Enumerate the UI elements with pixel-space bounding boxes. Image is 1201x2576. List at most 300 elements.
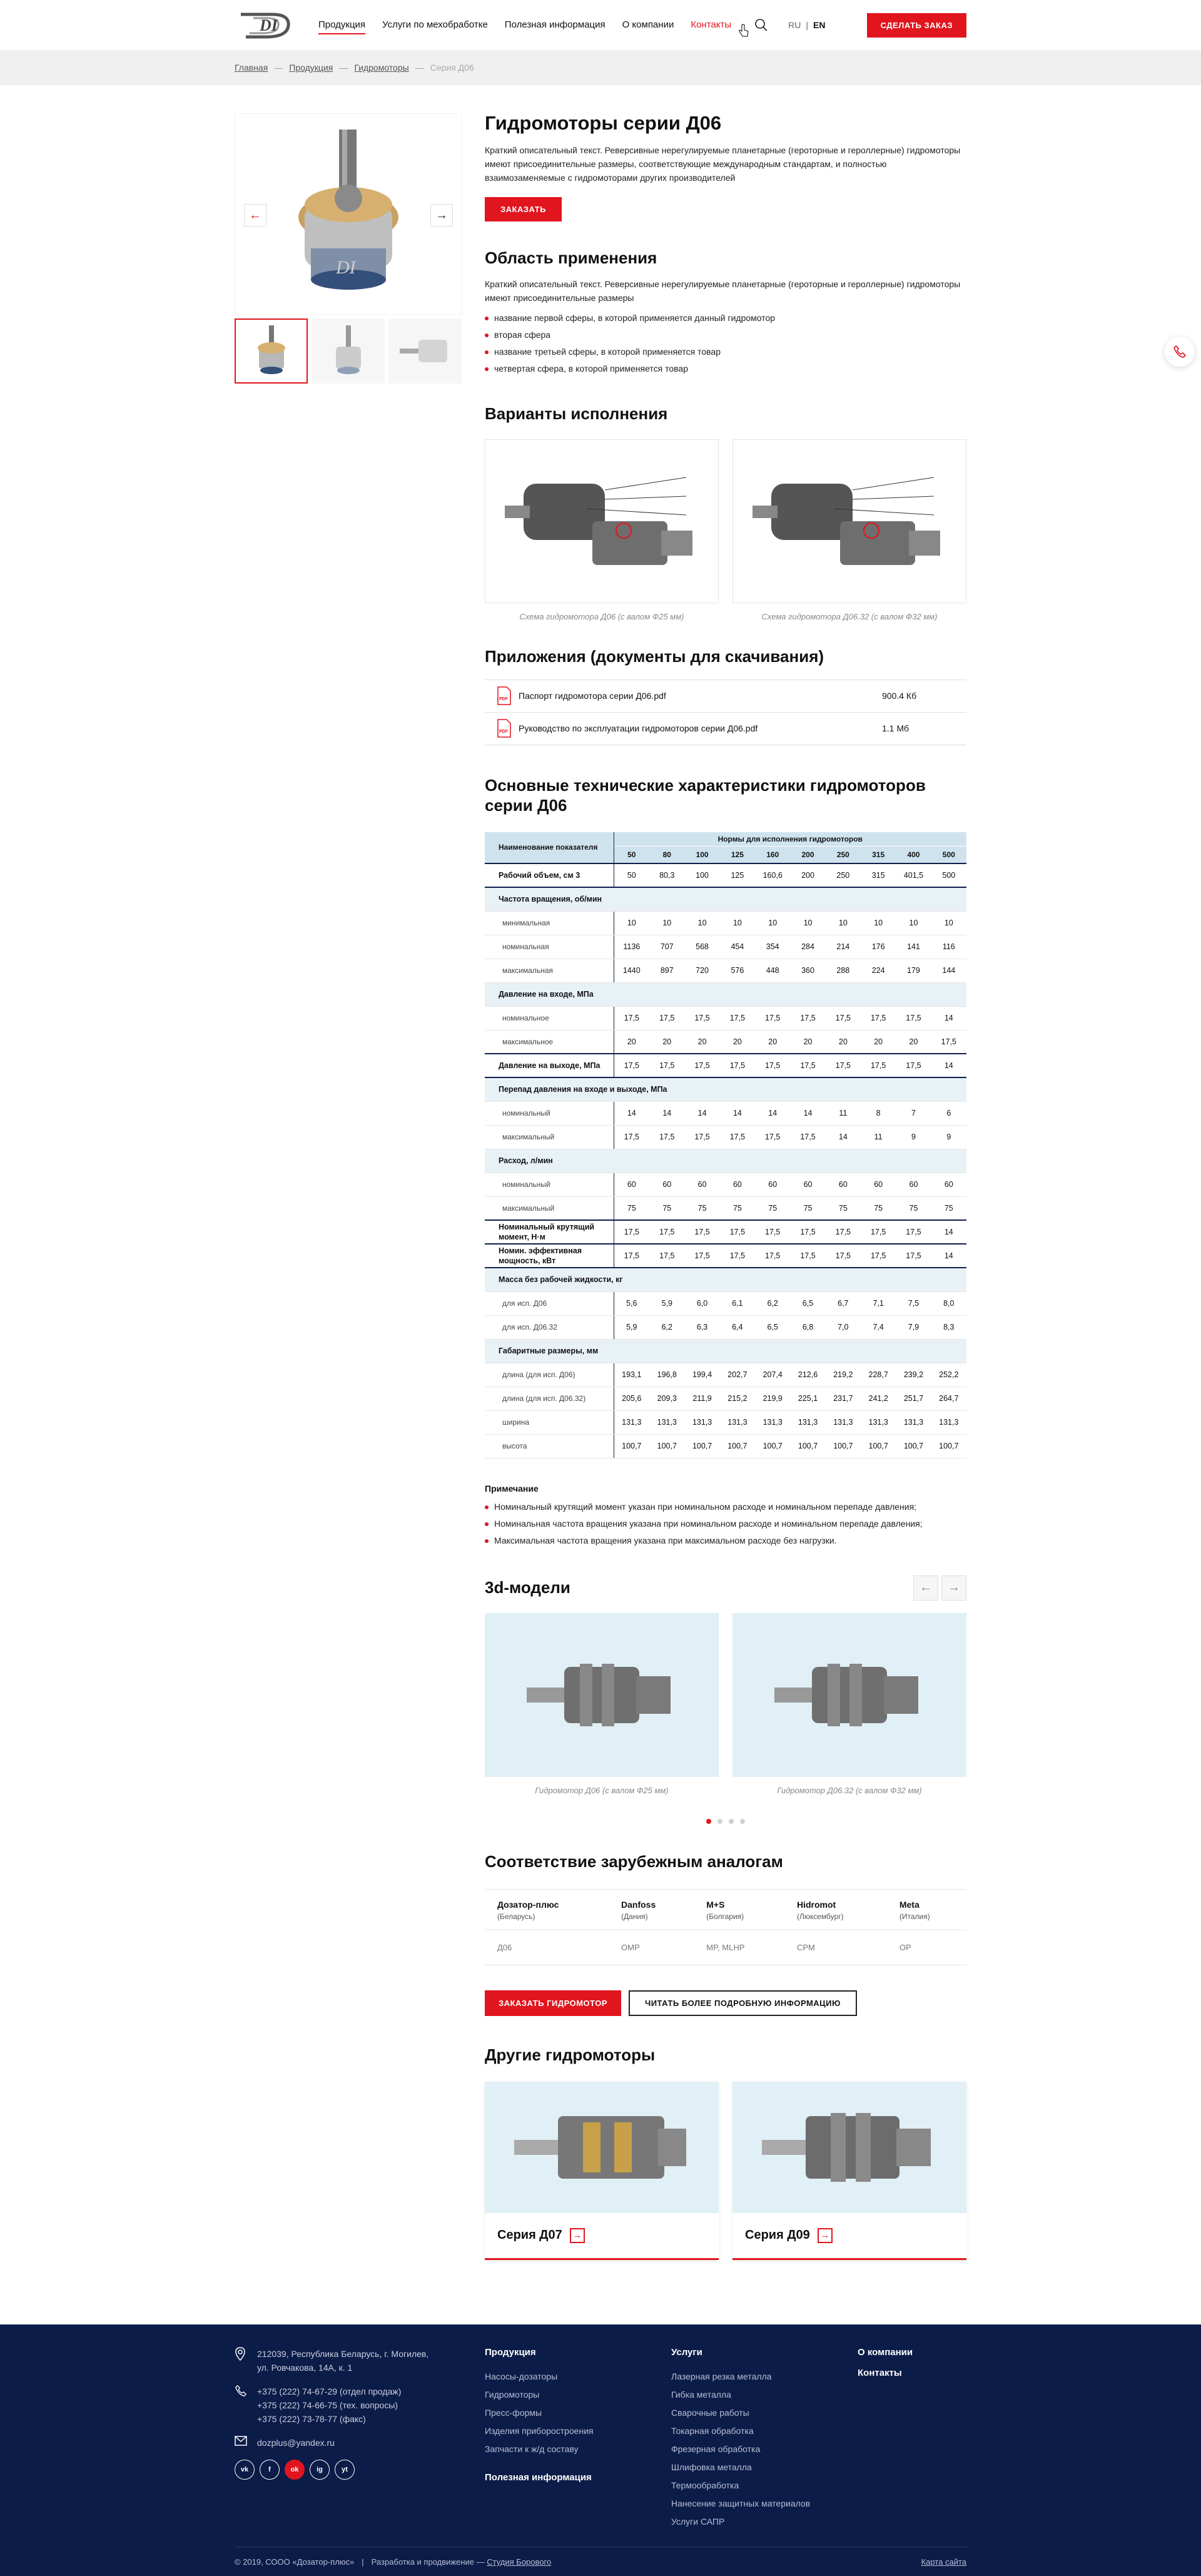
specs-cell: 17,5 [649,1125,684,1149]
table-row [485,1006,966,1030]
specs-cell: 207,4 [755,1363,790,1387]
other-motor-card[interactable] [732,2082,966,2260]
footer-products-col [485,2347,671,2531]
specs-cell: 75 [826,1196,861,1220]
lang-separator: | [806,20,808,30]
table-row [485,1196,966,1220]
specs-cell: 17,5 [790,1054,825,1077]
specs-head-label: Наименование показателя [485,832,614,864]
specs-cell: 10 [720,911,755,935]
specs-group-label: Габаритные размеры, мм [485,1339,966,1363]
specs-cell: 241,2 [861,1387,896,1410]
specs-cell: 1440 [614,959,649,982]
analog-header: Meta (Италия) [887,1890,966,1930]
specs-cell: 200 [790,863,825,887]
specs-cell: 6 [931,1101,966,1125]
specs-row-label: высота [485,1434,614,1458]
callback-phone-icon[interactable] [1165,337,1195,367]
specs-cell: 17,5 [861,1054,896,1077]
specs-cell: 17,5 [684,1054,719,1077]
documents-title: Приложения (документы для скачивания) [485,647,824,666]
specs-group-label: Масса без рабочей жидкости, кг [485,1268,966,1291]
variant-caption: Схема гидромотора Д06 (с валом Ф25 мм) [519,612,684,622]
variant-scheme-image [485,439,719,603]
specs-cell: 10 [826,911,861,935]
specs-cell: 7,0 [826,1315,861,1339]
specs-cell: 17,5 [790,1244,825,1268]
analog-cell: Д06 [485,1930,609,1965]
footer-link[interactable]: Фрезерная обработка [671,2444,761,2454]
slider-dot[interactable] [706,1819,711,1824]
specs-cell: 17,5 [790,1220,825,1244]
specs-cell: 17,5 [896,1006,931,1030]
youtube-icon[interactable]: yt [335,2460,355,2480]
specs-cell: 5,6 [614,1291,649,1315]
table-row [485,1339,966,1363]
specs-cell: 14 [826,1125,861,1149]
specs-cell: 17,5 [649,1220,684,1244]
specs-cell: 116 [931,935,966,959]
social-links [235,2460,485,2480]
variants-list [485,439,966,621]
specs-row-label: ширина [485,1410,614,1434]
table-row [485,911,966,935]
specs-cell: 60 [931,1173,966,1196]
specs-cell: 141 [896,935,931,959]
specs-cell: 14 [790,1101,825,1125]
specs-cell: 6,7 [826,1291,861,1315]
specs-cell: 50 [614,863,649,887]
footer-phones [235,2385,485,2426]
table-row [485,1077,966,1101]
specs-row-label: максимальный [485,1196,614,1220]
specs-cell: 6,8 [790,1315,825,1339]
specs-column-header: 125 [720,846,755,863]
analog-cell: OMP [609,1930,694,1965]
svg-text:PDF: PDF [499,730,508,735]
specs-cell: 212,6 [790,1363,825,1387]
specs-cell: 7,5 [896,1291,931,1315]
lang-ru[interactable]: RU [788,20,801,30]
header [0,0,1201,50]
specs-cell: 125 [720,863,755,887]
specs-group-label: Расход, л/мин [485,1149,966,1173]
specs-cell: 60 [649,1173,684,1196]
specs-column-header: 500 [931,846,966,863]
specs-cell: 75 [931,1196,966,1220]
document-name: Руководство по эксплуатации гидромоторов серии Д06.pdf [519,723,758,734]
footer-link[interactable]: Токарная обработка [671,2426,754,2436]
note-item: Номинальная частота вращения указана при номинальном расходе и номинальном перепаде давления; [485,1515,966,1532]
specs-cell: 10 [684,911,719,935]
specs-cell: 17,5 [861,1220,896,1244]
make-order-button[interactable]: СДЕЛАТЬ ЗАКАЗ [867,13,966,38]
specs-cell: 100,7 [614,1434,649,1458]
specs-cell: 75 [720,1196,755,1220]
document-name: Паспорт гидромотора серии Д06.pdf [519,691,666,701]
specs-cell: 196,8 [649,1363,684,1387]
specs-cell: 315 [861,863,896,887]
specs-cell: 14 [684,1101,719,1125]
specs-cell: 17,5 [614,1006,649,1030]
specs-cell: 20 [755,1030,790,1054]
document-row[interactable] [485,713,966,745]
specs-cell: 7,9 [896,1315,931,1339]
nav-contacts[interactable]: Контакты [691,19,732,30]
specs-cell: 20 [826,1030,861,1054]
specs-cell: 6,3 [684,1315,719,1339]
analog-cell: OP [887,1930,966,1965]
footer-link[interactable]: Гидромоторы [485,2390,540,2400]
footer-link[interactable]: Услуги САПР [671,2517,725,2527]
specs-cell: 897 [649,959,684,982]
specs-cell: 9 [931,1125,966,1149]
analogs-table [485,1889,966,1965]
specs-cell: 250 [826,863,861,887]
specs-row-label: номинальный [485,1101,614,1125]
model-image [732,1613,966,1777]
specs-cell: 14 [931,1054,966,1077]
specs-cell: 17,5 [684,1220,719,1244]
specs-cell: 100,7 [755,1434,790,1458]
variant-card[interactable] [485,439,719,621]
instagram-icon[interactable]: ig [310,2460,330,2480]
sitemap-link[interactable]: Карта сайта [921,2557,966,2567]
other-motor-image [732,2082,966,2213]
svg-text:DI: DI [336,257,356,278]
footer-phone[interactable]: +375 (222) 74-66-75 (тех. вопросы) [257,2400,398,2410]
specs-cell: 17,5 [826,1244,861,1268]
specs-cell: 100,7 [861,1434,896,1458]
analog-cell: CPM [784,1930,887,1965]
specs-cell: 14 [720,1101,755,1125]
specs-cell: 707 [649,935,684,959]
gallery-thumb[interactable] [235,318,308,384]
specs-row-label: для исп. Д06 [485,1291,614,1315]
analog-header: M+S (Болгария) [694,1890,784,1930]
specs-cell: 17,5 [720,1125,755,1149]
table-row [485,1054,966,1077]
specs-cell: 100,7 [826,1434,861,1458]
footer-email-link[interactable]: dozplus@yandex.ru [257,2438,335,2448]
specs-column-header: 100 [684,846,719,863]
specs-cell: 211,9 [684,1387,719,1410]
specs-cell: 8 [861,1101,896,1125]
table-row [485,1315,966,1339]
specs-cell: 214 [826,935,861,959]
specs-row-label: Номинальный крутящий момент, Н·м [485,1220,614,1244]
footer-link[interactable]: Лазерная резка металла [671,2371,772,2381]
specs-cell: 5,9 [614,1315,649,1339]
specs-cell: 20 [720,1030,755,1054]
breadcrumb-motors[interactable]: Гидромоторы [354,63,409,73]
specs-cell: 17,5 [649,1006,684,1030]
gallery-main-image [235,113,462,315]
specs-cell: 11 [861,1125,896,1149]
specs-row-label: Рабочий объем, см 3 [485,863,614,887]
order-motor-button[interactable]: ЗАКАЗАТЬ ГИДРОМОТОР [485,1990,621,2016]
specs-cell: 6,5 [790,1291,825,1315]
phone-icon [235,2385,250,2426]
specs-cell: 20 [614,1030,649,1054]
specs-cell: 176 [861,935,896,959]
lang-en[interactable]: EN [813,20,826,30]
specs-cell: 131,3 [720,1410,755,1434]
specs-row-label: максимальная [485,959,614,982]
developer-link[interactable]: Студия Борового [487,2557,552,2567]
specs-cell: 80,3 [649,863,684,887]
specs-cell: 75 [790,1196,825,1220]
hydromotor-photo [280,123,417,305]
specs-cell: 60 [790,1173,825,1196]
specs-cell: 6,2 [755,1291,790,1315]
specs-row-label: длина (для исп. Д06.32) [485,1387,614,1410]
footer-link[interactable]: Термообработка [671,2480,739,2490]
specs-cell: 500 [931,863,966,887]
specs-cell: 231,7 [826,1387,861,1410]
specs-cell: 264,7 [931,1387,966,1410]
footer-phone[interactable]: +375 (222) 74-67-29 (отдел продаж) [257,2386,402,2396]
breadcrumb-current: Серия Д06 [430,63,474,73]
footer-link[interactable]: Сварочные работы [671,2408,749,2418]
other-motors [485,2082,966,2260]
pdf-icon [496,686,512,705]
slider-dot[interactable] [729,1819,734,1824]
breadcrumb-products[interactable]: Продукция [289,63,333,73]
analog-cell: MP, MLHP [694,1930,784,1965]
specs-cell: 17,5 [755,1125,790,1149]
specs-cell: 6,5 [755,1315,790,1339]
specs-column-header: 80 [649,846,684,863]
specs-cell: 100,7 [896,1434,931,1458]
footer-phone[interactable]: +375 (222) 73-78-77 (факс) [257,2414,366,2424]
specs-cell: 9 [896,1125,931,1149]
documents-list [485,680,966,745]
table-row [485,1125,966,1149]
specs-cell: 17,5 [720,1006,755,1030]
application-list [485,310,966,377]
specs-cell: 448 [755,959,790,982]
specs-row-label: максимальное [485,1030,614,1054]
slider-dot[interactable] [740,1819,745,1824]
specs-cell: 14 [931,1244,966,1268]
specs-cell: 17,5 [826,1220,861,1244]
specs-cell: 131,3 [684,1410,719,1434]
document-size: 900.4 Кб [882,691,917,701]
model-card[interactable] [732,1613,966,1795]
other-motor-title: Серия Д07 [497,2228,562,2243]
nav-products[interactable]: Продукция [318,16,365,34]
specs-cell: 17,5 [896,1054,931,1077]
specs-cell: 60 [755,1173,790,1196]
specs-cell: 60 [896,1173,931,1196]
specs-cell: 20 [861,1030,896,1054]
footer-address: 212039, Республика Беларусь, г. Могилев, ул. Ровчакова, 14А, к. 1 [235,2347,485,2375]
table-row [485,1149,966,1173]
list-item: название третьей сферы, в которой применяется товар [485,344,966,360]
developer-text: Разработка и продвижение — [371,2557,485,2567]
specs-column-header: 400 [896,846,931,863]
specs-cell: 7 [896,1101,931,1125]
footer-link[interactable]: Гибка металла [671,2390,731,2400]
pdf-icon [496,719,512,738]
footer-link[interactable]: Насосы-дозаторы [485,2371,558,2381]
footer-company-col [858,2347,964,2531]
specs-cell: 75 [614,1196,649,1220]
specs-cell: 131,3 [826,1410,861,1434]
table-row [485,1434,966,1458]
odnoklassniki-icon[interactable]: ok [285,2460,305,2480]
product-lead: Краткий описательный текст. Реверсивные нерегулируемые планетарные (героторные и героллерные) гидромоторы имеют присоединительные размеры, соответствующие международным стандартам, и полностью взаимозаменяемые с гидромоторами других производителей [485,145,961,183]
specs-cell: 10 [614,911,649,935]
specs-cell: 10 [931,911,966,935]
specs-cell: 17,5 [755,1220,790,1244]
table-row [485,863,966,887]
specs-group-label: Частота вращения, об/мин [485,887,966,911]
table-row [485,1268,966,1291]
specs-cell: 354 [755,935,790,959]
footer-link[interactable]: Нанесение защитных материалов [671,2498,811,2508]
nav-about[interactable]: О компании [622,19,674,30]
footer-email [235,2436,485,2450]
slider-dot[interactable] [717,1819,722,1824]
models-next-arrow[interactable]: → [941,1576,966,1601]
specs-cell: 75 [861,1196,896,1220]
other-motor-card[interactable] [485,2082,719,2260]
specs-cell: 131,3 [649,1410,684,1434]
slider-dots [485,1819,966,1824]
vk-icon[interactable]: vk [235,2460,255,2480]
table-row [485,959,966,982]
specs-cell: 20 [790,1030,825,1054]
gallery-next-arrow[interactable]: → [430,204,453,227]
specs-cell: 17,5 [896,1244,931,1268]
specs-column-header: 250 [826,846,861,863]
specs-cell: 14 [649,1101,684,1125]
specs-cell: 17,5 [755,1006,790,1030]
analog-header: Danfoss (Дания) [609,1890,694,1930]
nav-services[interactable]: Услуги по мехобработке [382,19,488,30]
list-item: четвертая сфера, в которой применяется товар [485,360,966,377]
specs-row-label: длина (для исп. Д06) [485,1363,614,1387]
specs-cell: 17,5 [790,1125,825,1149]
search-icon[interactable] [753,17,769,33]
variant-caption: Схема гидромотора Д06.32 (с валом Ф32 мм) [761,612,938,622]
gallery-thumbnails [235,318,462,384]
specs-cell: 131,3 [896,1410,931,1434]
footer-link[interactable]: Пресс-формы [485,2408,542,2418]
footer-contacts-link[interactable]: Контакты [858,2368,902,2378]
specs-cell: 100,7 [720,1434,755,1458]
main-nav [318,16,748,34]
footer-col-title[interactable]: Полезная информация [485,2472,592,2483]
specs-cell: 5,9 [649,1291,684,1315]
specs-column-header: 160 [755,846,790,863]
specs-cell: 8,0 [931,1291,966,1315]
specs-cell: 17,5 [826,1054,861,1077]
footer-col-title[interactable]: Услуги [671,2347,702,2358]
specs-cell: 401,5 [896,863,931,887]
specs-cell: 199,4 [684,1363,719,1387]
footer-link[interactable]: Изделия приборостроения [485,2426,594,2436]
models-prev-arrow[interactable]: ← [913,1576,938,1601]
specs-cell: 454 [720,935,755,959]
specs-cell: 17,5 [720,1220,755,1244]
footer-col-title[interactable]: Продукция [485,2347,536,2358]
arrow-right-icon[interactable]: → [818,2228,833,2243]
specs-group-label: Давление на входе, МПа [485,982,966,1006]
specs-cell: 17,5 [614,1125,649,1149]
order-button[interactable]: ЗАКАЗАТЬ [485,197,562,221]
footer-about-link[interactable]: О компании [858,2347,913,2358]
logo[interactable] [235,8,297,42]
specs-cell: 100,7 [649,1434,684,1458]
specs-row-label: Давление на выходе, МПа [485,1054,614,1077]
list-item: название первой сферы, в которой применяется данный гидромотор [485,310,966,327]
footer-link[interactable]: Шлифовка металла [671,2462,752,2472]
specs-cell: 179 [896,959,931,982]
specs-cell: 60 [826,1173,861,1196]
specs-cell: 219,9 [755,1387,790,1410]
specs-cell: 131,3 [931,1410,966,1434]
gallery-thumb[interactable] [312,318,385,384]
read-more-button[interactable]: ЧИТАТЬ БОЛЕЕ ПОДРОБНУЮ ИНФОРМАЦИЮ [629,1990,857,2016]
specs-cell: 60 [614,1173,649,1196]
specs-cell: 6,4 [720,1315,755,1339]
specs-cell: 14 [755,1101,790,1125]
footer-services-col [671,2347,858,2531]
specs-cell: 228,7 [861,1363,896,1387]
page-title: Гидромоторы серии Д06 [485,112,722,134]
nav-info[interactable]: Полезная информация [504,19,606,30]
specs-cell: 17,5 [931,1030,966,1054]
table-row [485,1030,966,1054]
arrow-right-icon[interactable]: → [570,2228,585,2243]
specs-norms-label: Нормы для исполнения гидромоторов [614,832,966,847]
specs-cell: 17,5 [755,1244,790,1268]
note-item: Максимальная частота вращения указана при максимальном расходе без нагрузки. [485,1532,966,1549]
facebook-icon[interactable]: f [260,2460,280,2480]
table-row [485,1291,966,1315]
specs-cell: 131,3 [614,1410,649,1434]
breadcrumb-home[interactable]: Главная [235,63,268,73]
specs-cell: 224 [861,959,896,982]
notes-list [485,1499,966,1549]
specs-cell: 360 [790,959,825,982]
specs-cell: 20 [649,1030,684,1054]
specs-cell: 160,6 [755,863,790,887]
specs-cell: 75 [896,1196,931,1220]
table-row [485,982,966,1006]
gallery-thumb[interactable] [388,318,462,384]
specs-cell: 252,2 [931,1363,966,1387]
specs-cell: 205,6 [614,1387,649,1410]
specs-row-label: Номин. эффективная мощность, кВт [485,1244,614,1268]
footer-link[interactable]: Запчасти к ж/д составу [485,2444,579,2454]
specs-cell: 720 [684,959,719,982]
specs-cell: 6,0 [684,1291,719,1315]
variant-card[interactable] [732,439,966,621]
model-card[interactable] [485,1613,719,1795]
specs-cell: 10 [861,911,896,935]
list-item: вторая сфера [485,327,966,344]
analog-header: Hidromot (Люксембург) [784,1890,887,1930]
footer-bottom: © 2019, СООО «Дозатор-плюс» | Разработка и продвижение — Студия Борового Карта сайта [235,2547,966,2567]
gallery-prev-arrow[interactable]: ← [244,204,266,227]
table-row [485,1220,966,1244]
document-row[interactable] [485,680,966,713]
specs-cell: 100,7 [790,1434,825,1458]
